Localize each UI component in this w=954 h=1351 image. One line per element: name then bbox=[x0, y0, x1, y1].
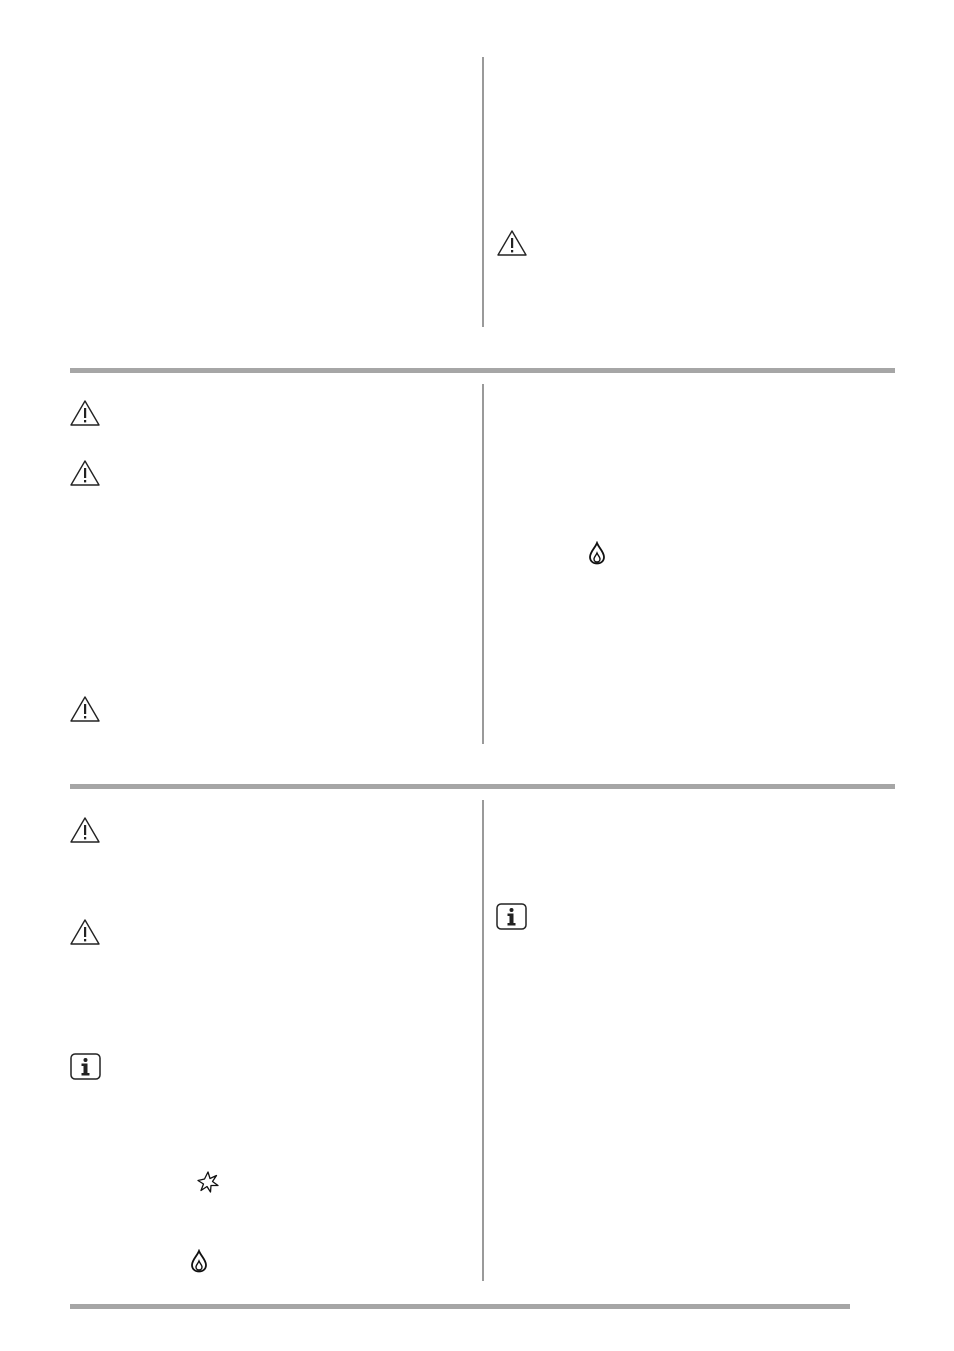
gas-flame-icon bbox=[589, 541, 605, 565]
info-icon bbox=[496, 903, 527, 930]
info-icon bbox=[70, 1053, 101, 1080]
warning-icon bbox=[69, 695, 101, 723]
warning-icon bbox=[69, 918, 101, 946]
footer-divider bbox=[70, 1304, 850, 1309]
column-separator bbox=[482, 57, 484, 327]
section-divider bbox=[70, 784, 895, 789]
warning-icon bbox=[69, 399, 101, 427]
section-divider bbox=[70, 368, 895, 373]
ignition-spark-icon bbox=[197, 1171, 219, 1193]
column-separator bbox=[482, 800, 484, 1281]
column-separator bbox=[482, 384, 484, 744]
gas-flame-icon bbox=[191, 1249, 207, 1273]
warning-icon bbox=[69, 459, 101, 487]
warning-icon bbox=[69, 816, 101, 844]
warning-icon bbox=[496, 229, 528, 257]
